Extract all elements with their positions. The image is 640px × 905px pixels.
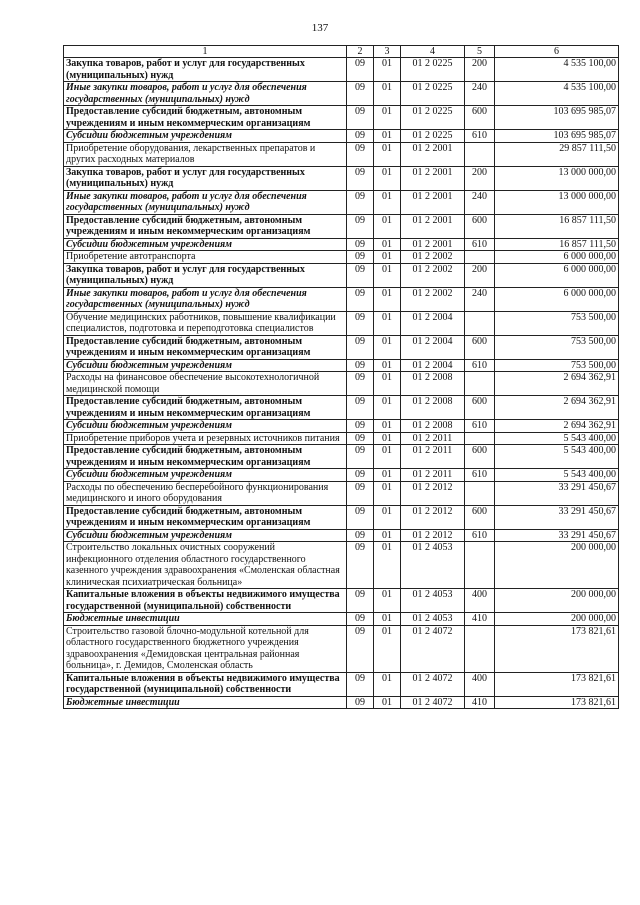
table-row	[64, 142, 619, 166]
row-amount: 13 000 000,00	[495, 166, 619, 190]
row-expense-type: 240	[465, 287, 495, 311]
row-expense-type: 600	[465, 445, 495, 469]
row-section: 09	[347, 58, 374, 82]
row-name: Закупка товаров, работ и услуг для государственных (муниципальных) нужд	[64, 263, 347, 287]
table-row	[64, 420, 619, 433]
row-target-article: 01 2 0225	[401, 82, 465, 106]
row-subsection: 01	[374, 505, 401, 529]
row-target-article: 01 2 2012	[401, 529, 465, 542]
row-amount: 103 695 985,07	[495, 130, 619, 143]
row-name: Субсидии бюджетным учреждениям	[64, 359, 347, 372]
table-header-row	[64, 46, 619, 58]
row-expense-type	[465, 372, 495, 396]
row-subsection: 01	[374, 469, 401, 482]
table-row	[64, 335, 619, 359]
row-target-article: 01 2 2011	[401, 445, 465, 469]
row-name: Приобретение приборов учета и резервных источников питания	[64, 432, 347, 445]
table-row	[64, 359, 619, 372]
row-name: Строительство газовой блочно-модульной котельной для областного государственного бюджетного учреждения здравоохранения «Демидовская центральная районная больница», г. Демидов, Смоленская область	[64, 625, 347, 672]
row-expense-type: 400	[465, 589, 495, 613]
row-amount: 29 857 111,50	[495, 142, 619, 166]
row-name: Предоставление субсидий бюджетным, автономным учреждениям и иным некоммерческим организациям	[64, 214, 347, 238]
column-header-3: 3	[374, 46, 401, 58]
row-target-article: 01 2 4053	[401, 589, 465, 613]
table-row	[64, 166, 619, 190]
page-number: 137	[311, 22, 329, 34]
table-row	[64, 311, 619, 335]
row-amount: 6 000 000,00	[495, 263, 619, 287]
row-subsection: 01	[374, 263, 401, 287]
row-target-article: 01 2 2004	[401, 335, 465, 359]
table-row	[64, 58, 619, 82]
row-name: Предоставление субсидий бюджетным, автономным учреждениям и иным некоммерческим организациям	[64, 106, 347, 130]
row-section: 09	[347, 542, 374, 589]
row-section: 09	[347, 82, 374, 106]
row-expense-type	[465, 481, 495, 505]
row-name: Закупка товаров, работ и услуг для государственных (муниципальных) нужд	[64, 58, 347, 82]
row-subsection: 01	[374, 335, 401, 359]
row-amount: 2 694 362,91	[495, 396, 619, 420]
row-section: 09	[347, 672, 374, 696]
row-expense-type: 410	[465, 696, 495, 709]
row-amount: 200 000,00	[495, 613, 619, 626]
row-subsection: 01	[374, 542, 401, 589]
row-subsection: 01	[374, 190, 401, 214]
row-section: 09	[347, 190, 374, 214]
row-section: 09	[347, 214, 374, 238]
row-section: 09	[347, 396, 374, 420]
row-section: 09	[347, 251, 374, 264]
table-row	[64, 238, 619, 251]
column-header-6: 6	[495, 46, 619, 58]
row-subsection: 01	[374, 214, 401, 238]
column-header-1: 1	[64, 46, 347, 58]
row-expense-type: 600	[465, 505, 495, 529]
table-row	[64, 542, 619, 589]
row-name: Субсидии бюджетным учреждениям	[64, 529, 347, 542]
row-subsection: 01	[374, 311, 401, 335]
row-expense-type: 200	[465, 263, 495, 287]
row-amount: 200 000,00	[495, 589, 619, 613]
row-expense-type: 240	[465, 190, 495, 214]
row-subsection: 01	[374, 396, 401, 420]
row-subsection: 01	[374, 359, 401, 372]
row-expense-type: 610	[465, 469, 495, 482]
row-amount: 173 821,61	[495, 672, 619, 696]
row-subsection: 01	[374, 529, 401, 542]
row-expense-type	[465, 311, 495, 335]
row-subsection: 01	[374, 672, 401, 696]
row-amount: 173 821,61	[495, 625, 619, 672]
row-subsection: 01	[374, 142, 401, 166]
table-row	[64, 529, 619, 542]
row-section: 09	[347, 613, 374, 626]
row-expense-type: 200	[465, 58, 495, 82]
column-header-4: 4	[401, 46, 465, 58]
row-amount: 16 857 111,50	[495, 238, 619, 251]
column-header-2: 2	[347, 46, 374, 58]
row-name: Предоставление субсидий бюджетным, автономным учреждениям и иным некоммерческим организациям	[64, 396, 347, 420]
row-section: 09	[347, 481, 374, 505]
row-target-article: 01 2 2012	[401, 481, 465, 505]
row-target-article: 01 2 2008	[401, 396, 465, 420]
row-target-article: 01 2 2001	[401, 190, 465, 214]
row-amount: 173 821,61	[495, 696, 619, 709]
row-amount: 13 000 000,00	[495, 190, 619, 214]
row-amount: 5 543 400,00	[495, 432, 619, 445]
row-section: 09	[347, 445, 374, 469]
row-amount: 6 000 000,00	[495, 287, 619, 311]
row-section: 09	[347, 696, 374, 709]
row-target-article: 01 2 4072	[401, 672, 465, 696]
row-expense-type: 600	[465, 214, 495, 238]
row-target-article: 01 2 2008	[401, 372, 465, 396]
row-target-article: 01 2 4053	[401, 542, 465, 589]
table-row	[64, 696, 619, 709]
row-expense-type: 240	[465, 82, 495, 106]
row-target-article: 01 2 2001	[401, 142, 465, 166]
table-row	[64, 190, 619, 214]
row-section: 09	[347, 166, 374, 190]
row-name: Иные закупки товаров, работ и услуг для обеспечения государственных (муниципальных) нужд	[64, 82, 347, 106]
row-expense-type: 410	[465, 613, 495, 626]
row-amount: 33 291 450,67	[495, 529, 619, 542]
row-target-article: 01 2 2011	[401, 469, 465, 482]
row-section: 09	[347, 263, 374, 287]
row-name: Субсидии бюджетным учреждениям	[64, 420, 347, 433]
table-row	[64, 82, 619, 106]
row-target-article: 01 2 2002	[401, 263, 465, 287]
row-subsection: 01	[374, 166, 401, 190]
row-name: Расходы по обеспечению бесперебойного функционирования медицинского и иного оборудования	[64, 481, 347, 505]
row-subsection: 01	[374, 432, 401, 445]
row-target-article: 01 2 4072	[401, 625, 465, 672]
row-name: Расходы на финансовое обеспечение высокотехнологичной медицинской помощи	[64, 372, 347, 396]
table-row	[64, 469, 619, 482]
row-target-article: 01 2 2001	[401, 214, 465, 238]
row-subsection: 01	[374, 372, 401, 396]
row-name: Предоставление субсидий бюджетным, автономным учреждениям и иным некоммерческим организациям	[64, 505, 347, 529]
row-section: 09	[347, 359, 374, 372]
row-name: Иные закупки товаров, работ и услуг для обеспечения государственных (муниципальных) нужд	[64, 287, 347, 311]
row-name: Приобретение автотранспорта	[64, 251, 347, 264]
row-name: Бюджетные инвестиции	[64, 696, 347, 709]
row-target-article: 01 2 0225	[401, 106, 465, 130]
row-expense-type: 610	[465, 238, 495, 251]
row-expense-type: 600	[465, 335, 495, 359]
row-target-article: 01 2 0225	[401, 58, 465, 82]
row-amount: 200 000,00	[495, 542, 619, 589]
row-subsection: 01	[374, 613, 401, 626]
row-name: Капитальные вложения в объекты недвижимого имущества государственной (муниципальной) собственности	[64, 589, 347, 613]
row-amount: 2 694 362,91	[495, 420, 619, 433]
row-target-article: 01 2 2002	[401, 287, 465, 311]
row-name: Субсидии бюджетным учреждениям	[64, 469, 347, 482]
row-amount: 33 291 450,67	[495, 505, 619, 529]
row-section: 09	[347, 287, 374, 311]
row-name: Предоставление субсидий бюджетным, автономным учреждениям и иным некоммерческим организациям	[64, 445, 347, 469]
row-subsection: 01	[374, 58, 401, 82]
table-row	[64, 287, 619, 311]
row-expense-type	[465, 542, 495, 589]
row-section: 09	[347, 372, 374, 396]
row-target-article: 01 2 2004	[401, 359, 465, 372]
row-section: 09	[347, 589, 374, 613]
row-subsection: 01	[374, 106, 401, 130]
row-name: Закупка товаров, работ и услуг для государственных (муниципальных) нужд	[64, 166, 347, 190]
row-target-article: 01 2 2011	[401, 432, 465, 445]
row-subsection: 01	[374, 287, 401, 311]
row-name: Предоставление субсидий бюджетным, автономным учреждениям и иным некоммерческим организациям	[64, 335, 347, 359]
row-target-article: 01 2 0225	[401, 130, 465, 143]
row-subsection: 01	[374, 420, 401, 433]
row-expense-type	[465, 251, 495, 264]
row-name: Приобретение оборудования, лекарственных препаратов и других расходных материалов	[64, 142, 347, 166]
row-expense-type	[465, 432, 495, 445]
row-section: 09	[347, 469, 374, 482]
table-row	[64, 372, 619, 396]
row-section: 09	[347, 335, 374, 359]
row-name: Строительство локальных очистных сооружений инфекционного отделения областного государственного казенного учреждения здравоохранения «Смоленская областная клиническая психиатрическая больница»	[64, 542, 347, 589]
row-amount: 6 000 000,00	[495, 251, 619, 264]
row-target-article: 01 2 2012	[401, 505, 465, 529]
row-target-article: 01 2 4053	[401, 613, 465, 626]
row-amount: 103 695 985,07	[495, 106, 619, 130]
column-header-5: 5	[465, 46, 495, 58]
row-subsection: 01	[374, 445, 401, 469]
row-section: 09	[347, 238, 374, 251]
row-target-article: 01 2 2001	[401, 166, 465, 190]
table-row	[64, 130, 619, 143]
table-row	[64, 263, 619, 287]
table-row	[64, 505, 619, 529]
row-expense-type: 600	[465, 106, 495, 130]
table-body	[64, 58, 619, 709]
row-section: 09	[347, 529, 374, 542]
row-subsection: 01	[374, 589, 401, 613]
row-name: Бюджетные инвестиции	[64, 613, 347, 626]
row-expense-type: 400	[465, 672, 495, 696]
table-row	[64, 672, 619, 696]
row-section: 09	[347, 432, 374, 445]
row-target-article: 01 2 4072	[401, 696, 465, 709]
table-row	[64, 481, 619, 505]
table-row	[64, 613, 619, 626]
row-expense-type	[465, 142, 495, 166]
row-amount: 5 543 400,00	[495, 445, 619, 469]
row-expense-type: 610	[465, 130, 495, 143]
table-row	[64, 214, 619, 238]
table-row	[64, 106, 619, 130]
row-target-article: 01 2 2004	[401, 311, 465, 335]
row-section: 09	[347, 142, 374, 166]
table-row	[64, 396, 619, 420]
row-section: 09	[347, 106, 374, 130]
row-subsection: 01	[374, 696, 401, 709]
row-subsection: 01	[374, 481, 401, 505]
row-amount: 753 500,00	[495, 335, 619, 359]
table-row	[64, 445, 619, 469]
table-row	[64, 251, 619, 264]
row-target-article: 01 2 2002	[401, 251, 465, 264]
row-section: 09	[347, 505, 374, 529]
row-target-article: 01 2 2008	[401, 420, 465, 433]
row-target-article: 01 2 2001	[401, 238, 465, 251]
row-name: Капитальные вложения в объекты недвижимого имущества государственной (муниципальной) собственности	[64, 672, 347, 696]
row-section: 09	[347, 311, 374, 335]
row-subsection: 01	[374, 130, 401, 143]
row-amount: 5 543 400,00	[495, 469, 619, 482]
row-name: Обучение медицинских работников, повышение квалификации специалистов, подготовка и переподготовка специалистов	[64, 311, 347, 335]
row-expense-type: 610	[465, 420, 495, 433]
row-subsection: 01	[374, 238, 401, 251]
row-expense-type	[465, 625, 495, 672]
table-row	[64, 432, 619, 445]
table-row	[64, 589, 619, 613]
row-section: 09	[347, 420, 374, 433]
row-name: Иные закупки товаров, работ и услуг для обеспечения государственных (муниципальных) нужд	[64, 190, 347, 214]
row-expense-type: 610	[465, 529, 495, 542]
row-subsection: 01	[374, 625, 401, 672]
budget-table	[63, 45, 619, 709]
row-name: Субсидии бюджетным учреждениям	[64, 130, 347, 143]
row-amount: 753 500,00	[495, 311, 619, 335]
row-amount: 4 535 100,00	[495, 82, 619, 106]
row-section: 09	[347, 130, 374, 143]
row-amount: 2 694 362,91	[495, 372, 619, 396]
row-subsection: 01	[374, 82, 401, 106]
table-row	[64, 625, 619, 672]
row-section: 09	[347, 625, 374, 672]
row-expense-type: 610	[465, 359, 495, 372]
row-amount: 16 857 111,50	[495, 214, 619, 238]
row-subsection: 01	[374, 251, 401, 264]
row-name: Субсидии бюджетным учреждениям	[64, 238, 347, 251]
row-amount: 4 535 100,00	[495, 58, 619, 82]
row-amount: 753 500,00	[495, 359, 619, 372]
row-expense-type: 200	[465, 166, 495, 190]
row-expense-type: 600	[465, 396, 495, 420]
row-amount: 33 291 450,67	[495, 481, 619, 505]
